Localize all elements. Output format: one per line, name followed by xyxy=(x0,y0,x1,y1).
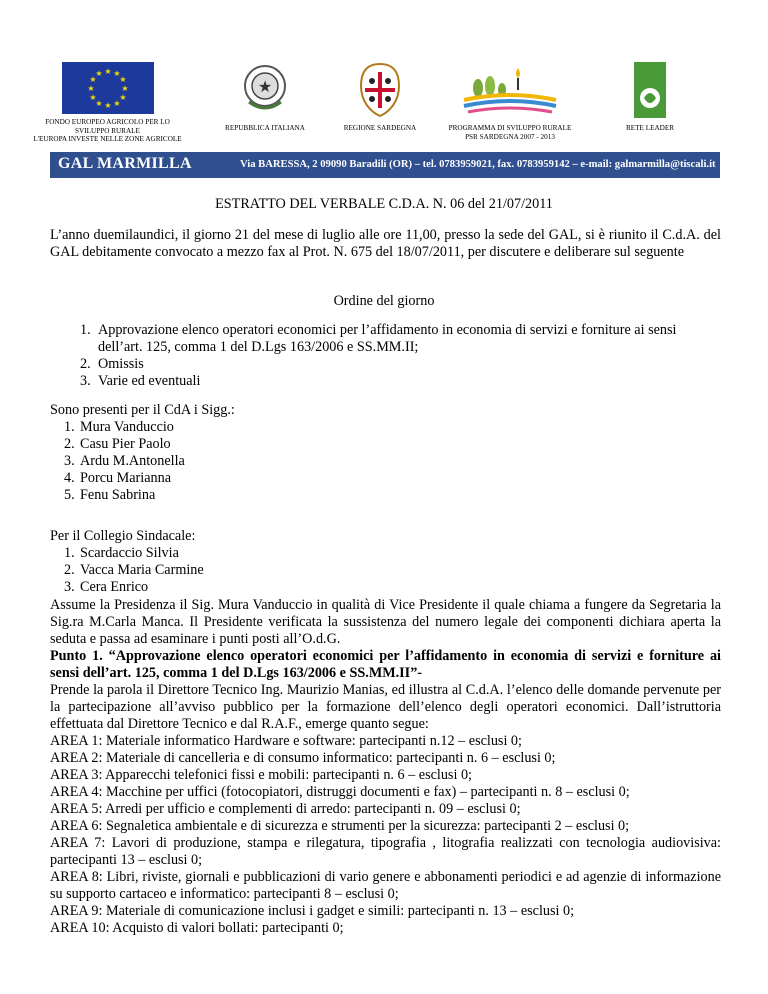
svg-text:★: ★ xyxy=(88,75,97,84)
agenda-list xyxy=(50,322,721,390)
area-item: AREA 8: Libri, riviste, giornali e pubblicazioni di vario genere e abbonamenti periodici e ad agenzie di informazione su supporto cartaceo e informatico: partecipanti 8 – esclusi 0; xyxy=(50,869,721,902)
psr-caption-1: PROGRAMMA DI SVILUPPO RURALE xyxy=(448,124,572,132)
eu-flag-logo xyxy=(62,62,154,114)
document-title: ESTRATTO DEL VERBALE C.D.A. N. 06 del 21/07/2011 xyxy=(215,196,553,212)
list-item: 2. Omissis xyxy=(80,356,144,372)
area-item: AREA 2: Materiale di cancelleria e di consumo informatico: partecipanti n. 6 – esclusi 0; xyxy=(50,750,556,766)
director-paragraph: Prende la parola il Direttore Tecnico Ing. Maurizio Manias, ed illustra al C.d.A. l’elenco delle domande pervenute per la partecipazione all’avviso pubblico per la formazione dell’elenco degli operatori economici. Dall’istruttoria effettuata dal Direttore Tecnico e dal R.A.F., emerge quanto segue: xyxy=(50,682,721,732)
eu-caption-1: FONDO EUROPEO AGRICOLO PER LO xyxy=(45,118,170,126)
list-item: 3. Ardu M.Antonella xyxy=(64,453,185,469)
area-item: AREA 10: Acquisto di valori bollati: partecipanti 0; xyxy=(50,920,344,936)
area-item: AREA 9: Materiale di comunicazione inclusi i gadget e simili: partecipanti n. 13 – esclusi 0; xyxy=(50,903,575,919)
collegio-members-list xyxy=(50,545,721,596)
list-item: 3. Varie ed eventuali xyxy=(80,373,201,389)
list-item: 4. Porcu Marianna xyxy=(64,470,172,486)
cda-members-list xyxy=(50,419,721,504)
sardinia-region-emblem xyxy=(355,62,405,120)
svg-text:★: ★ xyxy=(88,93,97,102)
header-banner xyxy=(50,152,720,178)
list-item: 5. Fenu Sabrina xyxy=(64,487,156,503)
area-item: AREA 4: Macchine per uffici (fotocopiatori, distruggi documenti e fax) – partecipanti n. 8 – esclusi 0; xyxy=(50,784,630,800)
area-item: AREA 3: Apparecchi telefonici fissi e mobili: partecipanti n. 6 – esclusi 0; xyxy=(50,767,472,783)
svg-text:★: ★ xyxy=(94,99,103,108)
svg-text:★: ★ xyxy=(257,77,273,96)
area-item: AREA 1: Materiale informatico Hardware e software: partecipanti n.12 – esclusi 0; xyxy=(50,733,522,749)
collegio-intro: Per il Collegio Sindacale: xyxy=(50,528,196,544)
svg-text:★: ★ xyxy=(94,69,103,78)
sardinia-caption: REGIONE SARDEGNA xyxy=(343,124,417,132)
cda-intro: Sono presenti per il CdA i Sigg.: xyxy=(50,402,235,418)
list-item: 1. Approvazione elenco operatori economici per l’affidamento in economia di servizi e forniture ai sensi dell’art. 125, comma 1 del D.Lgs 163/2006 e SS.MM.II; xyxy=(80,322,677,355)
leader-logo xyxy=(634,62,666,118)
leader-caption: RETE LEADER xyxy=(625,124,675,132)
eu-caption-2: SVILUPPO RURALE xyxy=(75,126,140,135)
sardinia-logo-block xyxy=(330,62,430,133)
svg-text:★: ★ xyxy=(120,84,129,93)
psr-caption-2: PSR SARDEGNA 2007 - 2013 xyxy=(465,132,555,141)
list-item: 1. Scardaccio Silvia xyxy=(64,545,179,561)
list-item: 2. Vacca Maria Carmine xyxy=(64,562,204,578)
agenda-title: Ordine del giorno xyxy=(333,293,435,309)
leader-logo-block xyxy=(605,62,695,133)
italian-republic-emblem xyxy=(241,62,289,114)
area-item: AREA 6: Segnaletica ambientale e di sicurezza e strumenti per la sicurezza: partecipanti 2 – esclusi 0; xyxy=(50,818,630,834)
psr-logo-block xyxy=(435,62,585,141)
svg-text:★: ★ xyxy=(103,101,112,110)
logos-header xyxy=(20,62,748,142)
presidency-paragraph: Assume la Presidenza il Sig. Mura Vanduccio in qualità di Vice Presidente il quale chiama a fungere da Segretaria la Sig.ra M.Carla Manca. Il Presidente verificata la sussistenza del numero legale dei componenti dichiara aperta la seduta e passa ad esaminare i punti posti all’O.d.G. xyxy=(50,597,721,647)
svg-text:★: ★ xyxy=(118,93,127,102)
punto1-heading: Punto 1. “Approvazione elenco operatori economici per l’affidamento in economia di servizi e forniture ai sensi dell’art. 125, comma 1 del D.Lgs 163/2006 e SS.MM.II”- xyxy=(50,648,721,681)
svg-text:★: ★ xyxy=(118,75,127,84)
list-item: 1. Mura Vanduccio xyxy=(64,419,174,435)
area-item: AREA 7: Lavori di produzione, stampa e rilegatura, tipografia , litografia realizzati con tecnologia audiovisiva: partecipanti 13 – esclusi 0; xyxy=(50,835,721,868)
svg-text:★: ★ xyxy=(103,67,112,76)
svg-text:★: ★ xyxy=(112,69,121,78)
gal-contact-address: Via BARESSA, 2 09090 Baradili (OR) – tel. 0783959021, fax. 0783959142 – e-mail: galmarmilla@tiscali.it xyxy=(240,159,716,170)
list-item: 2. Casu Pier Paolo xyxy=(64,436,171,452)
eu-caption-3: L'EUROPA INVESTE NELLE ZONE AGRICOLE xyxy=(33,135,182,143)
list-item: 3. Cera Enrico xyxy=(64,579,149,595)
area-item: AREA 5: Arredi per ufficio e complementi di arredo: partecipanti n. 09 – esclusi 0; xyxy=(50,801,521,817)
intro-paragraph: L’anno duemilaundici, il giorno 21 del mese di luglio alle ore 11,00, presso la sede del GAL, si è riunito il C.d.A. del GAL debitamente convocato a mezzo fax al Prot. N. 675 del 18/07/2011, per discutere e deliberare sul seguente xyxy=(50,227,721,260)
gal-name: GAL MARMILLA xyxy=(58,155,192,172)
eu-logo-block xyxy=(20,62,195,144)
italy-caption: REPUBBLICA ITALIANA xyxy=(225,124,305,132)
minutes-body xyxy=(50,597,721,937)
italy-logo-block xyxy=(210,62,320,133)
svg-text:★: ★ xyxy=(112,99,121,108)
svg-text:★: ★ xyxy=(86,84,95,93)
psr-logo xyxy=(460,62,560,114)
